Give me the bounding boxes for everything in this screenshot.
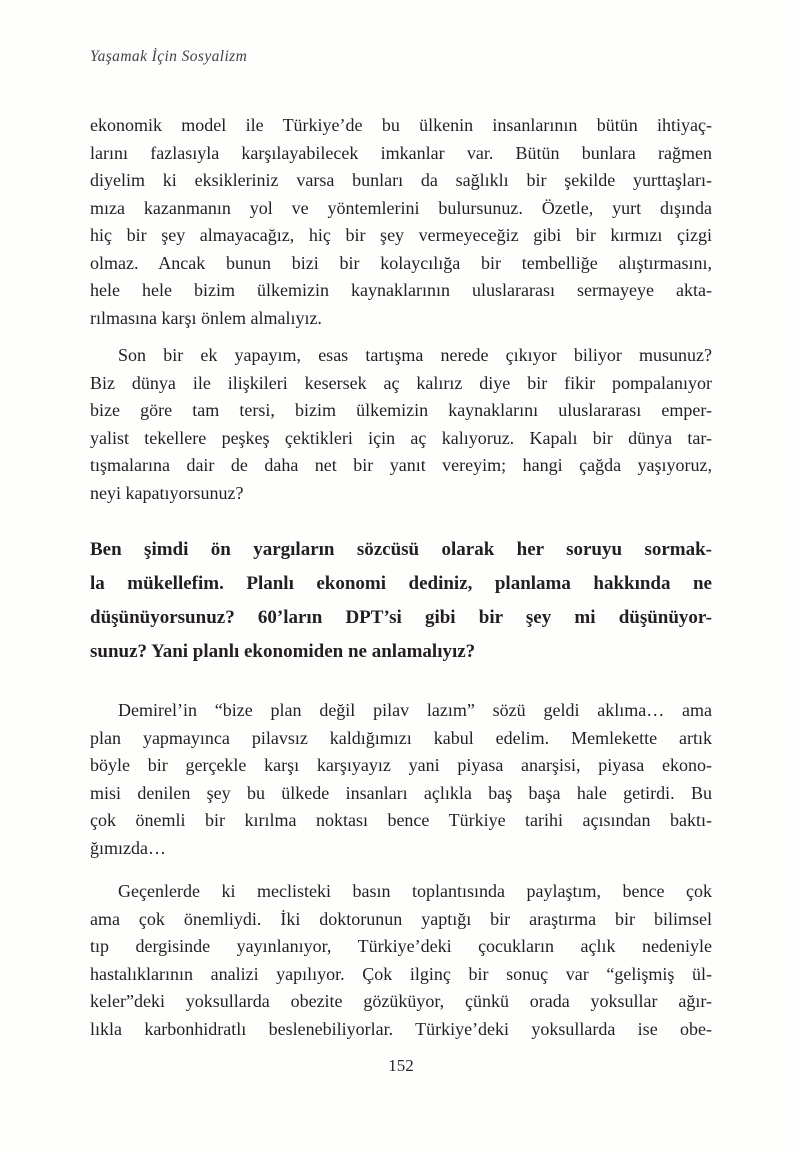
text-line: ekonomik model ile Türkiye’de bu ülkenin insanlarının bütün ihtiyaç- xyxy=(90,115,712,135)
text-line: Biz dünya ile ilişkileri kesersek aç kalırız diye bir fikir pompalanıyor xyxy=(90,372,712,393)
body-paragraph xyxy=(90,878,712,1043)
text-line: çok önemli bir kırılma noktası bence Türkiye tarihi açısından baktı- xyxy=(90,810,712,830)
running-header: Yaşamak İçin Sosyalizm xyxy=(90,48,248,65)
text-line: ğımızda… xyxy=(90,837,166,858)
text-line: tışmalarına dair de daha net bir yanıt vereyim; hangi çağda yaşıyoruz, xyxy=(90,455,712,475)
text-line: bize göre tam tersi, bizim ülkemizin kaynaklarını uluslararası emper- xyxy=(90,400,712,420)
text-line: mıza kazanmanın yol ve yöntemlerini bulursunuz. Özetle, yurt dışında xyxy=(90,197,712,218)
body-paragraph xyxy=(90,697,712,862)
text-line: hastalıklarının analizi yapılıyor. Çok ilginç bir sonuç var “gelişmiş ül- xyxy=(90,963,712,984)
text-line: plan yapmayınca pilavsız kaldığımızı kabul edelim. Memlekette artık xyxy=(90,727,712,748)
text-line: ama çok önemliydi. İki doktorunun yaptığı bir araştırma bir bilimsel xyxy=(90,908,712,929)
text-line: olmaz. Ancak bunun bizi bir kolaycılığa bir tembelliğe alıştırmasını, xyxy=(90,252,712,273)
text-line: yalist tekellere peşkeş çektikleri için aç kalıyoruz. Kapalı bir dünya tar- xyxy=(90,427,712,448)
text-line: tıp dergisinde yayınlanıyor, Türkiye’deki çocukların açlık nedeniyle xyxy=(90,936,712,956)
body-paragraph xyxy=(90,342,712,507)
text-line: misi denilen şey bu ülkede insanları açlıkla baş başa hale getirdi. Bu xyxy=(90,782,712,803)
text-line: Ben şimdi ön yargıların sözcüsü olarak her soruyu sormak- xyxy=(90,539,712,560)
text-line: rılmasına karşı önlem almalıyız. xyxy=(90,307,322,328)
text-line: neyi kapatıyorsunuz? xyxy=(90,482,244,503)
body-paragraph xyxy=(90,112,712,332)
text-line: hele hele bizim ülkemizin kaynaklarının uluslararası sermayeye akta- xyxy=(90,280,712,300)
text-line: böyle bir gerçekle karşı karşıyayız yani piyasa anarşisi, piyasa ekono- xyxy=(90,755,712,775)
interview-question-paragraph xyxy=(90,533,712,669)
text-line: Son bir ek yapayım, esas tartışma nerede çıkıyor biliyor musunuz? xyxy=(118,345,712,365)
text-line: sunuz? Yani planlı ekonomiden ne anlamalıyız? xyxy=(90,641,476,662)
text-line: la mükellefim. Planlı ekonomi dediniz, planlama hakkında ne xyxy=(90,573,712,594)
page-number: 152 xyxy=(388,1056,414,1075)
text-line: Geçenlerde ki meclisteki basın toplantısında paylaştım, bence çok xyxy=(118,881,712,901)
text-line: diyelim ki eksikleriniz varsa bunları da sağlıklı bir şekilde yurttaşları- xyxy=(90,170,712,190)
text-line: larını fazlasıyla karşılayabilecek imkanlar var. Bütün bunlara rağmen xyxy=(90,142,712,163)
text-line: hiç bir şey almayacağız, hiç bir şey vermeyeceğiz gibi bir kırmızı çizgi xyxy=(90,225,712,245)
text-line: Demirel’in “bize plan değil pilav lazım” sözü geldi aklıma… ama xyxy=(118,700,712,720)
text-line: lıkla karbonhidratlı beslenebiliyorlar. Türkiye’deki yoksullarda ise obe- xyxy=(90,1018,712,1039)
page-body xyxy=(90,112,712,1043)
text-line: düşünüyorsunuz? 60’ların DPT’si gibi bir şey mi düşünüyor- xyxy=(90,607,712,628)
text-line: keler”deki yoksullarda obezite gözüküyor, çünkü orada yoksullar ağır- xyxy=(90,991,712,1011)
